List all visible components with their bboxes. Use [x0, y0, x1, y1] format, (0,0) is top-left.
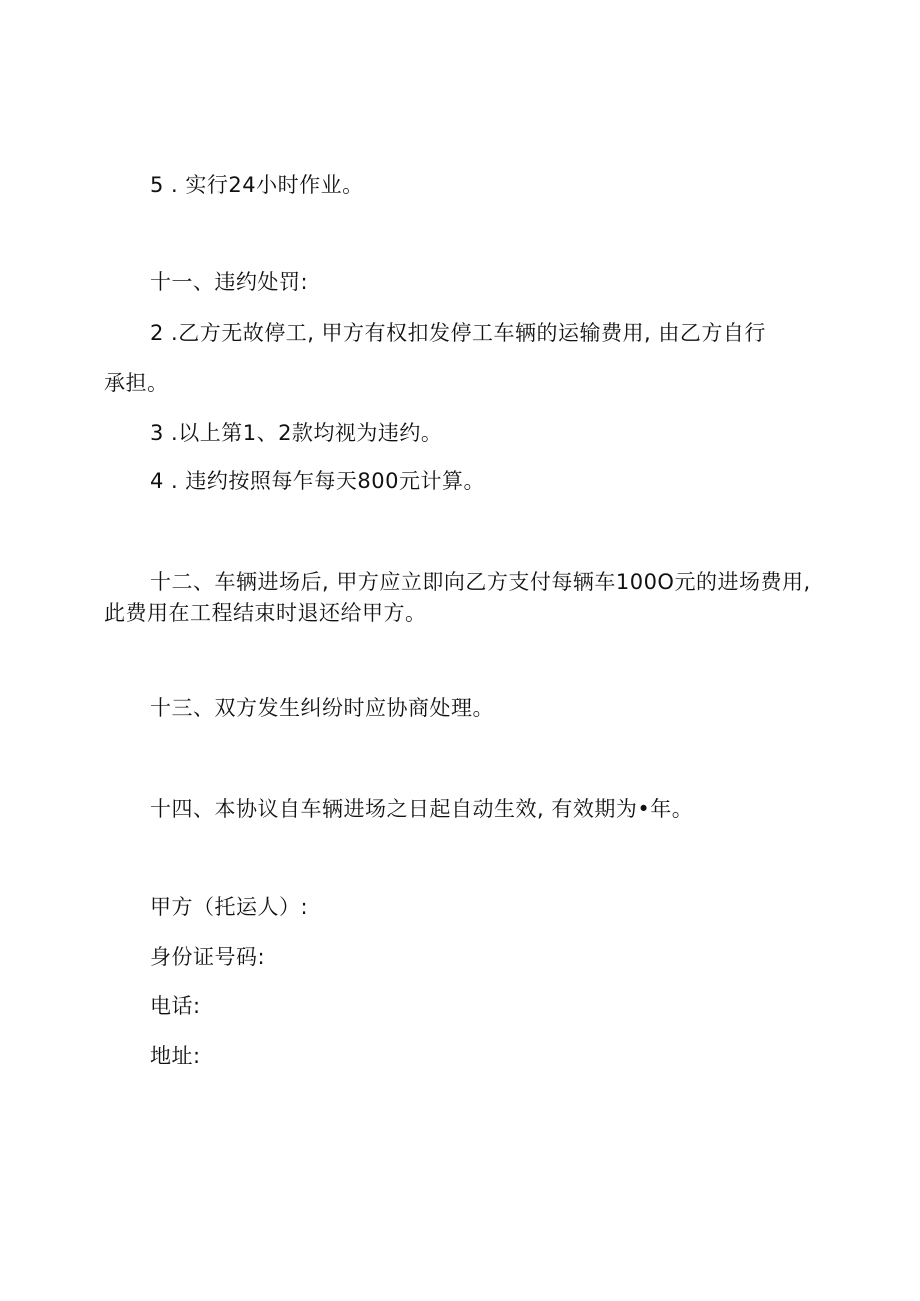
address-label: 地址: [150, 1044, 201, 1068]
id-number-label: 身份证号码: [150, 945, 266, 969]
section-11-item-4: 4 . 违约按照每乍每天800元计算。 [150, 469, 485, 493]
phone-label: 电话: [150, 994, 201, 1018]
section-11-item-2-line-1: 2 .乙方无故停工, 甲方有权扣发停工车辆的运输费用, 由乙方自行 [150, 321, 766, 345]
section-14-text: 十四、本协议自车辆进场之日起自动生效, 有效期为•年。 [150, 797, 694, 821]
section-11-item-3: 3 .以上第1、2款均视为违约。 [150, 421, 443, 445]
section-13-text: 十三、双方发生纠纷时应协商处理。 [150, 696, 494, 720]
section-12-line-2: 此费用在工程结束时退还给甲方。 [104, 601, 427, 625]
party-a-label: 甲方（托运人）: [150, 895, 309, 919]
section-11-heading: 十一、违约处罚: [150, 270, 309, 294]
section-12-line-1: 十二、车辆进场后, 甲方应立即向乙方支付每辆车100O元的进场费用, [150, 570, 811, 594]
section-11-item-2-line-2: 承担。 [104, 371, 169, 395]
item-5-text: 5 . 实行24小时作业。 [150, 173, 364, 197]
